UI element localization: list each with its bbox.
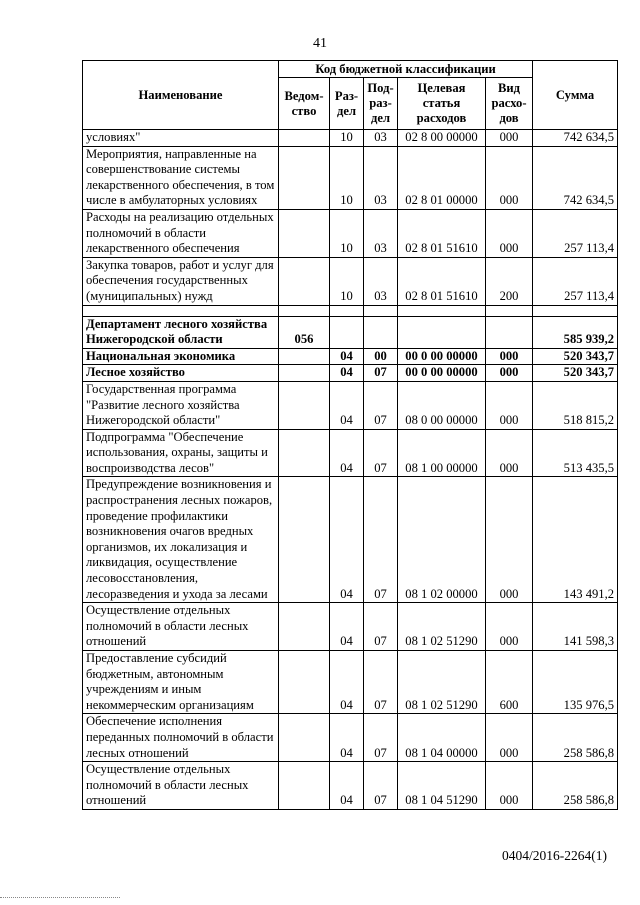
- cell-dept: [279, 477, 330, 603]
- cell-target: 08 1 02 00000: [398, 477, 486, 603]
- scan-artifact: [0, 897, 120, 901]
- cell-dept: [279, 365, 330, 382]
- cell-subsection: 07: [364, 477, 398, 603]
- cell-dept: [279, 209, 330, 257]
- cell-sum: 257 113,4: [533, 209, 618, 257]
- cell-dept: [279, 348, 330, 365]
- cell-subsection: 03: [364, 146, 398, 209]
- cell-name: Осуществление отдельных полномочий в области лесных отношений: [83, 762, 279, 810]
- cell-sum: 513 435,5: [533, 429, 618, 477]
- cell-sum: 520 343,7: [533, 348, 618, 365]
- table-header: [83, 61, 618, 130]
- cell-type: 000: [486, 603, 533, 651]
- table-row: [83, 146, 618, 209]
- cell-sum: 258 586,8: [533, 762, 618, 810]
- cell-name: Обеспечение исполнения переданных полномочий в области лесных отношений: [83, 714, 279, 762]
- spacer-cell: [279, 305, 330, 316]
- cell-name: Осуществление отдельных полномочий в области лесных отношений: [83, 603, 279, 651]
- cell-subsection: 07: [364, 762, 398, 810]
- spacer-row: [83, 305, 618, 316]
- cell-section: 04: [330, 762, 364, 810]
- cell-type: 000: [486, 762, 533, 810]
- spacer-cell: [533, 305, 618, 316]
- header-target: Целевая статья расходов: [398, 78, 486, 130]
- cell-section: 10: [330, 146, 364, 209]
- cell-section: 10: [330, 130, 364, 147]
- cell-subsection: [364, 316, 398, 348]
- spacer-cell: [330, 305, 364, 316]
- table-row: [83, 257, 618, 305]
- header-sum: Сумма: [533, 61, 618, 130]
- cell-target: 00 0 00 00000: [398, 365, 486, 382]
- cell-sum: 135 976,5: [533, 651, 618, 714]
- cell-subsection: 03: [364, 257, 398, 305]
- cell-dept: [279, 429, 330, 477]
- cell-name: Мероприятия, направленные на совершенствование системы лекарственного обеспечения, в том числе в амбулаторных условиях: [83, 146, 279, 209]
- spacer-cell: [364, 305, 398, 316]
- cell-name: Предоставление субсидий бюджетным, автономным учреждениям и иным некоммерческим организациям: [83, 651, 279, 714]
- header-subsection: Под- раз- дел: [364, 78, 398, 130]
- header-section: Раз- дел: [330, 78, 364, 130]
- cell-subsection: 03: [364, 130, 398, 147]
- spacer-cell: [398, 305, 486, 316]
- cell-dept: [279, 257, 330, 305]
- cell-name: Государственная программа "Развитие лесного хозяйства Нижегородской области": [83, 381, 279, 429]
- header-dept: Ведом- ство: [279, 78, 330, 130]
- cell-target: 02 8 00 00000: [398, 130, 486, 147]
- table-row: [83, 316, 618, 348]
- cell-subsection: 07: [364, 429, 398, 477]
- cell-target: 08 1 02 51290: [398, 651, 486, 714]
- cell-section: [330, 316, 364, 348]
- cell-target: 08 1 00 00000: [398, 429, 486, 477]
- cell-type: 600: [486, 651, 533, 714]
- cell-dept: [279, 381, 330, 429]
- cell-type: 000: [486, 146, 533, 209]
- cell-section: 10: [330, 209, 364, 257]
- cell-target: [398, 316, 486, 348]
- cell-sum: 143 491,2: [533, 477, 618, 603]
- table-row: [83, 348, 618, 365]
- cell-type: 000: [486, 365, 533, 382]
- cell-type: 000: [486, 714, 533, 762]
- budget-table: [82, 60, 618, 810]
- cell-section: 04: [330, 429, 364, 477]
- header-classification-group: Код бюджетной классификации: [279, 61, 533, 78]
- page-number: 41: [313, 36, 327, 51]
- cell-section: 04: [330, 381, 364, 429]
- table-row: [83, 365, 618, 382]
- cell-target: 02 8 01 51610: [398, 257, 486, 305]
- cell-section: 04: [330, 348, 364, 365]
- table-row: [83, 762, 618, 810]
- cell-target: 08 0 00 00000: [398, 381, 486, 429]
- cell-dept: [279, 130, 330, 147]
- header-type: Вид расхо- дов: [486, 78, 533, 130]
- cell-subsection: 00: [364, 348, 398, 365]
- cell-target: 08 1 02 51290: [398, 603, 486, 651]
- cell-type: [486, 316, 533, 348]
- cell-type: 000: [486, 130, 533, 147]
- cell-type: 200: [486, 257, 533, 305]
- cell-section: 04: [330, 477, 364, 603]
- cell-dept: [279, 714, 330, 762]
- spacer-cell: [486, 305, 533, 316]
- table-body: [83, 130, 618, 810]
- cell-subsection: 03: [364, 209, 398, 257]
- cell-sum: 141 598,3: [533, 603, 618, 651]
- table-row: [83, 714, 618, 762]
- cell-section: 04: [330, 365, 364, 382]
- cell-dept: [279, 762, 330, 810]
- cell-type: 000: [486, 381, 533, 429]
- cell-type: 000: [486, 348, 533, 365]
- cell-type: 000: [486, 477, 533, 603]
- cell-subsection: 07: [364, 603, 398, 651]
- cell-dept: [279, 603, 330, 651]
- table-row: [83, 209, 618, 257]
- cell-sum: 742 634,5: [533, 130, 618, 147]
- table-row: [83, 429, 618, 477]
- cell-section: 04: [330, 714, 364, 762]
- spacer-cell: [83, 305, 279, 316]
- cell-name: Предупреждение возникновения и распространения лесных пожаров, проведение профилактики возникновения очагов вредных организмов, их локализация и ликвидация, осуществление лесовосстановления, лесоразведения и ухода за лесами: [83, 477, 279, 603]
- cell-sum: 258 586,8: [533, 714, 618, 762]
- cell-section: 04: [330, 651, 364, 714]
- cell-dept: 056: [279, 316, 330, 348]
- cell-target: 02 8 01 51610: [398, 209, 486, 257]
- cell-sum: 257 113,4: [533, 257, 618, 305]
- cell-name: Департамент лесного хозяйства Нижегородской области: [83, 316, 279, 348]
- cell-subsection: 07: [364, 365, 398, 382]
- cell-name: Подпрограмма "Обеспечение использования, охраны, защиты и воспроизводства лесов": [83, 429, 279, 477]
- cell-type: 000: [486, 429, 533, 477]
- cell-target: 08 1 04 51290: [398, 762, 486, 810]
- table-row: [83, 130, 618, 147]
- cell-target: 02 8 01 00000: [398, 146, 486, 209]
- cell-target: 08 1 04 00000: [398, 714, 486, 762]
- cell-name: Закупка товаров, работ и услуг для обеспечения государственных (муниципальных) нужд: [83, 257, 279, 305]
- table-row: [83, 603, 618, 651]
- cell-sum: 742 634,5: [533, 146, 618, 209]
- cell-section: 10: [330, 257, 364, 305]
- header-name: Наименование: [83, 61, 279, 130]
- table-row: [83, 477, 618, 603]
- cell-dept: [279, 146, 330, 209]
- cell-subsection: 07: [364, 651, 398, 714]
- cell-sum: 520 343,7: [533, 365, 618, 382]
- cell-section: 04: [330, 603, 364, 651]
- cell-subsection: 07: [364, 714, 398, 762]
- document-code: 0404/2016-2264(1): [502, 848, 607, 863]
- cell-name: Расходы на реализацию отдельных полномочий в области лекарственного обеспечения: [83, 209, 279, 257]
- cell-sum: 518 815,2: [533, 381, 618, 429]
- cell-sum: 585 939,2: [533, 316, 618, 348]
- cell-name: Лесное хозяйство: [83, 365, 279, 382]
- cell-dept: [279, 651, 330, 714]
- table-row: [83, 381, 618, 429]
- cell-name: условиях": [83, 130, 279, 147]
- cell-subsection: 07: [364, 381, 398, 429]
- cell-name: Национальная экономика: [83, 348, 279, 365]
- cell-target: 00 0 00 00000: [398, 348, 486, 365]
- table-row: [83, 651, 618, 714]
- cell-type: 000: [486, 209, 533, 257]
